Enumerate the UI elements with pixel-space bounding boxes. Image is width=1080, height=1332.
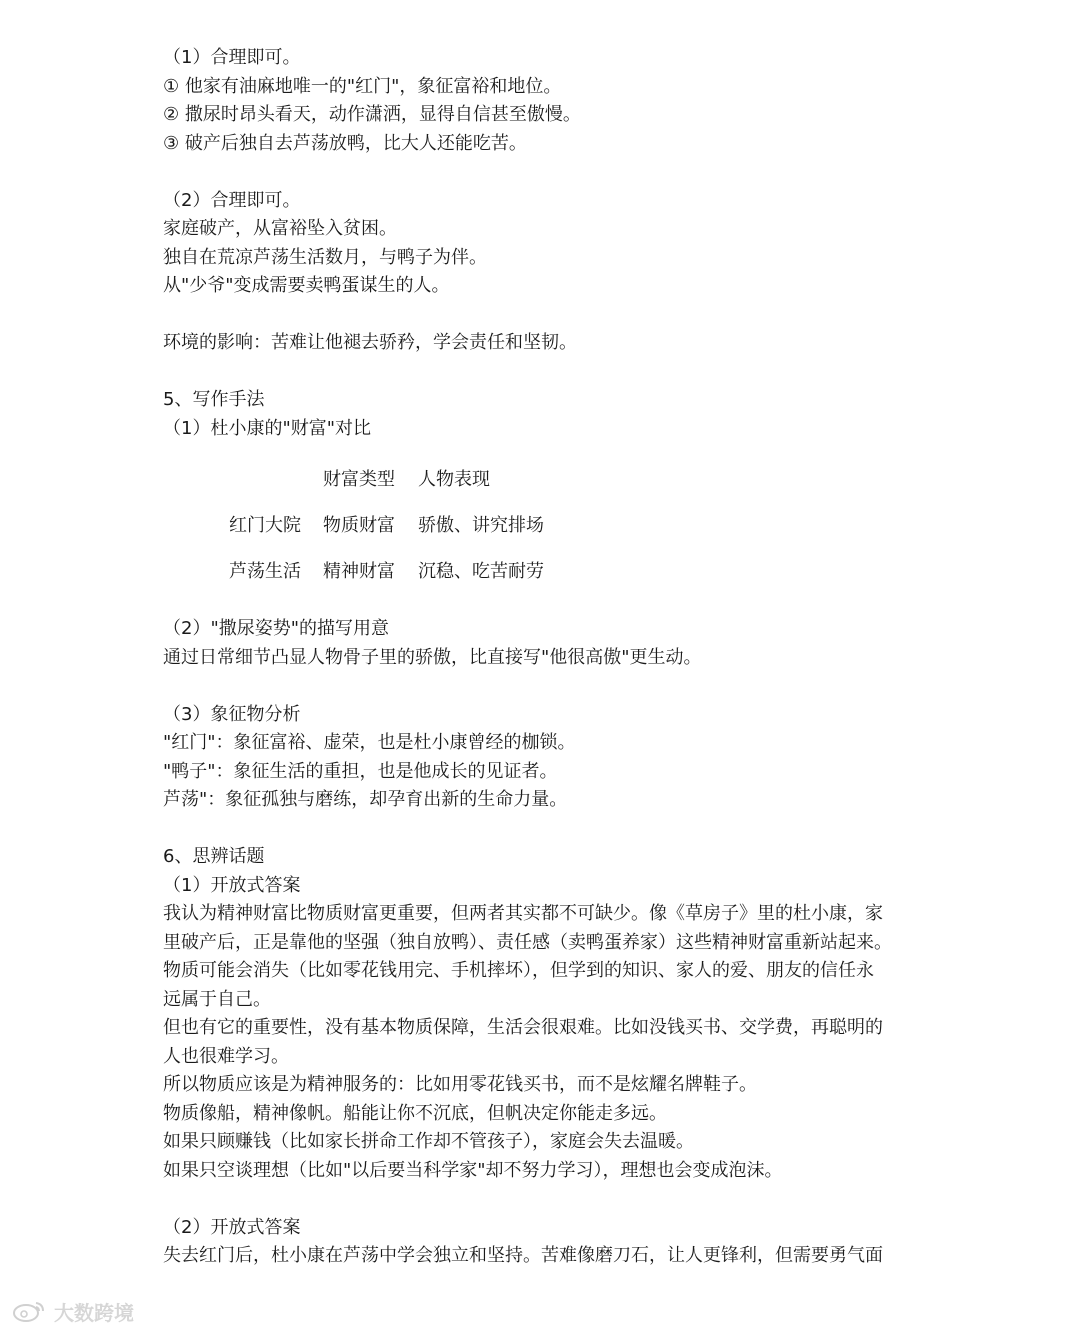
table-cell: 精神财富	[323, 561, 395, 582]
section-6-q2-heading: （2）开放式答案	[163, 1216, 301, 1238]
watermark-text: 大数跨境	[54, 1300, 134, 1325]
section-6-title: 6、思辨话题	[163, 846, 265, 867]
paragraph-line: 里破产后，正是靠他的坚强（独自放鸭）、责任感（卖鸭蛋养家）这些精神财富重新站起来。	[163, 931, 892, 953]
table-cell: 红门大院	[229, 515, 301, 536]
paragraph-line: 物质可能会消失（比如零花钱用完、手机摔坏），但学到的知识、家人的爱、朋友的信任永	[163, 960, 874, 981]
q2-heading: （2）合理即可。	[163, 189, 301, 211]
section-5-q1-heading: （1）杜小康的"财富"对比	[163, 417, 372, 439]
paragraph-line: 如果只空谈理想（比如"以后要当科学家"却不努力学习），理想也会变成泡沫。	[163, 1159, 783, 1181]
q1-point: ③ 破产后独自去芦荡放鸭，比大人还能吃苦。	[163, 132, 527, 154]
watermark	[12, 1296, 134, 1326]
section-5-q2-heading: （2）"撒尿姿势"的描写用意	[163, 618, 390, 639]
table-header-row	[163, 465, 863, 495]
section-5-q3-heading: （3）象征物分析	[163, 703, 301, 725]
wealth-comparison-table	[163, 465, 923, 615]
paragraph-line: 远属于自己。	[163, 988, 271, 1010]
table-cell: 物质财富	[323, 515, 395, 536]
paragraph-line: 物质像船，精神像帆。船能让你不沉底，但帆决定你能走多远。	[163, 1102, 667, 1124]
section-6-q1-heading: （1）开放式答案	[163, 874, 301, 896]
q2-point: 从"少爷"变成需要卖鸭蛋谋生的人。	[163, 275, 450, 296]
paragraph-line: 所以物质应该是为精神服务的：比如用零花钱买书，而不是炫耀名牌鞋子。	[163, 1074, 757, 1095]
q1-point: ② 撒尿时昂头看天，动作潇洒，显得自信甚至傲慢。	[163, 104, 581, 125]
q2-point: 家庭破产，从富裕坠入贫困。	[163, 218, 397, 239]
document-page	[163, 44, 923, 1271]
q1-point: ① 他家有油麻地唯一的"红门"，象征富裕和地位。	[163, 75, 562, 97]
symbol-analysis-item: 芦荡"：象征孤独与磨练，却孕育出新的生命力量。	[163, 789, 568, 810]
table-header-cell: 人物表现	[418, 469, 490, 490]
environment-influence: 环境的影响：苦难让他褪去骄矜，学会责任和坚韧。	[163, 332, 577, 353]
weibo-logo-icon	[12, 1300, 46, 1322]
symbol-analysis-item: "红门"：象征富裕、虚荣，也是杜小康曾经的枷锁。	[163, 732, 576, 753]
table-row	[163, 511, 863, 541]
paragraph-line: 如果只顾赚钱（比如家长拼命工作却不管孩子），家庭会失去温暖。	[163, 1131, 694, 1152]
table-header-cell: 财富类型	[323, 469, 395, 490]
table-cell: 骄傲、讲究排场	[418, 515, 544, 536]
paragraph-line: 但也有它的重要性，没有基本物质保障，生活会很艰难。比如没钱买书、交学费，再聪明的	[163, 1017, 883, 1038]
q1-heading: （1）合理即可。	[163, 47, 301, 68]
section-5-q2-text: 通过日常细节凸显人物骨子里的骄傲，比直接写"他很高傲"更生动。	[163, 646, 702, 668]
table-cell: 芦荡生活	[229, 561, 301, 582]
paragraph-line: 我认为精神财富比物质财富更重要，但两者其实都不可缺少。像《草房子》里的杜小康，家	[163, 903, 883, 924]
paragraph-line: 失去红门后，杜小康在芦荡中学会独立和坚持。苦难像磨刀石，让人更锋利，但需要勇气面	[163, 1245, 883, 1266]
section-5-title: 5、写作手法	[163, 389, 265, 410]
table-row	[163, 557, 863, 587]
symbol-analysis-item: "鸭子"：象征生活的重担，也是他成长的见证者。	[163, 760, 558, 782]
table-cell: 沉稳、吃苦耐劳	[418, 561, 544, 582]
q2-point: 独自在荒凉芦荡生活数月，与鸭子为伴。	[163, 246, 487, 268]
paragraph-line: 人也很难学习。	[163, 1045, 289, 1067]
